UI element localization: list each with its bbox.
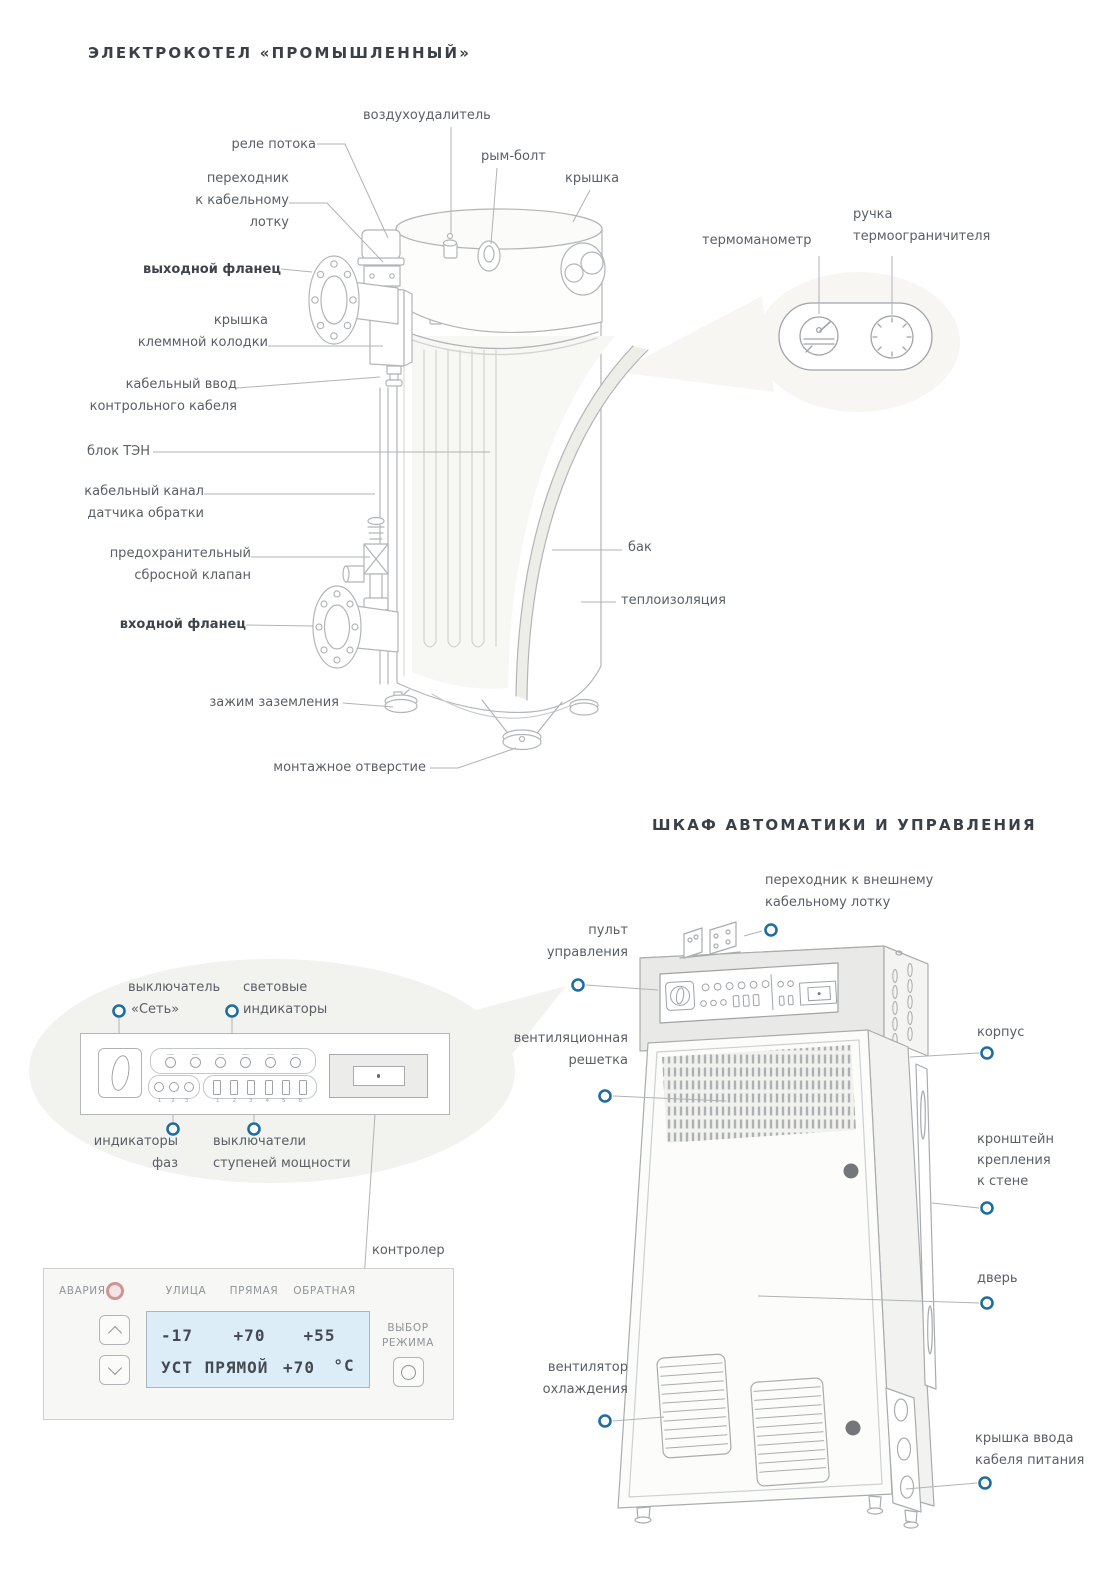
lcd-set-label: УСТ xyxy=(161,1358,193,1377)
cable-gland xyxy=(387,366,401,374)
boiler-drawing xyxy=(309,209,648,750)
lcd-set-value: +70 xyxy=(283,1358,315,1377)
label-outlet-flange: выходной фланец xyxy=(143,262,281,277)
mode-select-label: ВЫБОР РЕЖИМА xyxy=(382,1322,434,1349)
right-foot xyxy=(570,703,598,715)
alarm-label: АВАРИЯ xyxy=(59,1285,106,1297)
label-return-channel: кабельный канал датчика обратки xyxy=(84,484,204,521)
label-insulation: теплоизоляция xyxy=(621,593,726,608)
label-controller: контролер xyxy=(372,1243,445,1258)
controller-panel xyxy=(43,1268,454,1420)
left-foot xyxy=(385,700,417,713)
boiler-title: ЭЛЕКТРОКОТЕЛ «ПРОМЫШЛЕННЫЙ» xyxy=(88,44,472,62)
phase-numbers: 1 2 3 xyxy=(157,1098,189,1104)
alarm-led xyxy=(106,1282,124,1300)
label-ground-clamp: зажим заземления xyxy=(209,695,339,710)
power-switch-icon xyxy=(98,1048,142,1098)
label-step-switches: выключатели ступеней мощности xyxy=(213,1134,351,1171)
label-terminal-cover: крышка клеммной колодки xyxy=(137,313,268,350)
label-cable-entry-cover: крышка ввода кабеля питания xyxy=(975,1431,1085,1468)
col-supply: ПРЯМАЯ xyxy=(229,1285,279,1297)
label-flow-relay: реле потока xyxy=(231,137,316,152)
label-inlet-flange: входной фланец xyxy=(119,617,246,632)
up-button xyxy=(99,1315,130,1345)
label-cooling-fan: вентилятор охлаждения xyxy=(542,1360,628,1397)
flow-relay xyxy=(362,230,400,259)
cabinet-drawing xyxy=(618,922,936,1528)
chevron-down-icon xyxy=(107,1360,121,1374)
lcd-street-value: -17 xyxy=(161,1326,193,1345)
label-eye-bolt: рым-болт xyxy=(481,149,546,164)
step-numbers: 1 2 3 4 5 6 xyxy=(216,1098,302,1104)
door-knob-lower xyxy=(846,1421,861,1436)
label-cabinet-body: корпус xyxy=(977,1025,1025,1040)
controller-lcd xyxy=(146,1311,370,1388)
lcd-return-value: +55 xyxy=(303,1326,336,1345)
control-strip xyxy=(80,1033,450,1115)
label-phase-indicators: индикаторы фаз xyxy=(93,1134,178,1171)
mode-button xyxy=(393,1357,424,1387)
step-switches xyxy=(203,1075,317,1099)
lcd-unit: °C xyxy=(333,1356,355,1375)
lid-top xyxy=(396,209,602,249)
label-air-vent: воздухоудалитель xyxy=(363,108,491,123)
cabinet-tray-adapter xyxy=(680,922,740,958)
lcd-supply-value: +70 xyxy=(233,1326,266,1345)
label-light-indicators: световые индикаторы xyxy=(243,980,328,1017)
label-tray-adapter: переходник к кабельному лотку xyxy=(195,171,289,230)
col-street: УЛИЦА xyxy=(165,1285,207,1297)
label-tank: бак xyxy=(628,540,652,555)
label-power-switch: выключатель «Сеть» xyxy=(128,980,221,1017)
label-vent-grille: вентиляционная решетка xyxy=(513,1031,628,1068)
down-button xyxy=(99,1355,130,1385)
vent-grille xyxy=(662,1045,856,1143)
label-wall-bracket: кронштейн крепления к стене xyxy=(977,1132,1054,1189)
label-safety-valve: предохранительный сбросной клапан xyxy=(109,546,251,583)
mode-button-icon xyxy=(401,1365,416,1380)
label-door: дверь xyxy=(977,1271,1018,1286)
cabinet-title: ШКАФ АВТОМАТИКИ И УПРАВЛЕНИЯ xyxy=(652,816,1037,834)
label-limiter-knob: ручка термоограничителя xyxy=(853,207,991,244)
label-mounting-hole: монтажное отверстие xyxy=(273,760,426,775)
label-thermomanometer: термоманометр xyxy=(702,233,812,248)
chevron-up-icon xyxy=(107,1325,121,1339)
controller-display-slot xyxy=(329,1054,428,1098)
label-control-panel: пульт управления xyxy=(546,923,628,960)
light-indicators xyxy=(150,1048,316,1074)
label-lid: крышка xyxy=(565,171,620,186)
col-return: ОБРАТНАЯ xyxy=(293,1285,356,1297)
door-knob-upper xyxy=(844,1164,859,1179)
label-cab-tray-adapter: переходник к внешнему кабельному лотку xyxy=(765,873,934,910)
label-cable-gland: кабельный ввод контрольного кабеля xyxy=(89,377,237,414)
label-heater-block: блок ТЭН xyxy=(86,444,150,459)
gauges-plate xyxy=(779,303,932,370)
phase-indicators xyxy=(148,1075,200,1099)
mini-control-strip xyxy=(660,963,838,1023)
lcd-mode-label: ПРЯМОЙ xyxy=(204,1358,269,1377)
